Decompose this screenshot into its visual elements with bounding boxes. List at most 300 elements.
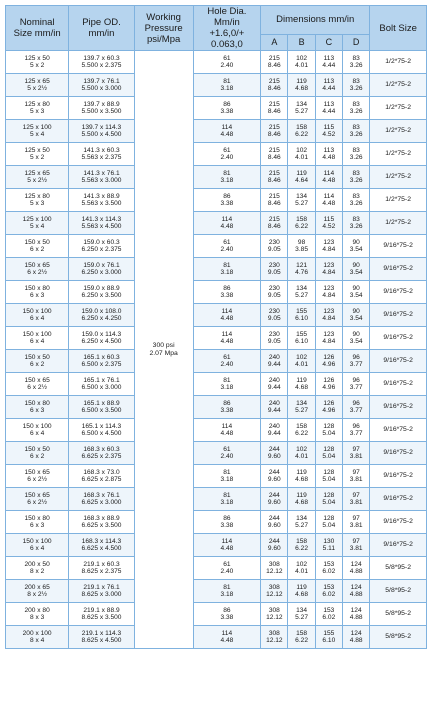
cell-line: 8.46 [267,223,281,230]
cell-dim-a [261,120,288,143]
cell-line: 102 [296,146,308,154]
cell-line: 81 [223,468,231,476]
cell-pipe-od [69,304,134,327]
cell-line: 3.18 [220,384,234,391]
cell-line: 123 [323,284,335,292]
cell-nominal-size [6,189,69,212]
cell-dim-a [261,327,288,350]
cell-nominal-size [6,465,69,488]
cell-line: 83 [352,77,360,85]
cell-dim-a [261,212,288,235]
table-row [6,143,427,166]
cell-line: 155 [296,330,308,338]
cell-line: 5 x 3 [29,108,45,115]
cell-line: 4.96 [322,384,336,391]
cell-line: 119 [296,376,307,384]
cell-line: 126 [323,399,335,407]
cell-line: 6 x 4 [29,338,45,345]
cell-dim-b [288,557,315,580]
table-body [6,51,427,649]
cell-line: 8.46 [267,108,281,115]
cell-dim-c [315,212,342,235]
cell-bolt-size: 1/2*75-2 [370,189,427,212]
header-text: Pipe OD. [82,17,121,28]
cell-line: 215 [268,192,280,200]
cell-line: 83 [352,169,360,177]
header-dim-a: A [261,34,288,50]
cell-dim-a [261,534,288,557]
cell-hole-dia [193,212,261,235]
table-row [6,166,427,189]
cell-line: 113 [323,77,335,85]
cell-line: 3.26 [349,154,363,161]
cell-bolt-size: 9/16*75-2 [370,419,427,442]
cell-line: 102 [296,445,308,453]
cell-line: 159.0 x 88.9 [83,284,120,292]
cell-line: 219.1 x 88.9 [83,606,120,614]
table-row [6,511,427,534]
cell-line: 6 x 4 [29,430,45,437]
cell-nominal-size [6,580,69,603]
cell-line: 6.625 x 2.375 [81,453,122,460]
cell-nominal-size [6,511,69,534]
cell-dim-b [288,74,315,97]
table-row [6,603,427,626]
cell-bolt-size: 9/16*75-2 [370,534,427,557]
cell-line: 6.10 [295,315,308,322]
cell-line: 4.48 [220,338,234,345]
cell-dim-a [261,488,288,511]
cell-line: 5.500 x 3.500 [81,108,122,115]
cell-line: 8.46 [267,154,281,161]
header-dimensions: Dimensions mm/in [261,6,370,35]
cell-dim-b [288,258,315,281]
cell-line: 123 [323,261,335,269]
cell-line: 153 [323,560,335,568]
cell-pipe-od [69,120,134,143]
cell-line: 5.04 [322,522,336,529]
cell-dim-c [315,603,342,626]
cell-line: 3.26 [349,131,363,138]
cell-line: 90 [352,238,360,246]
cell-line: 8.46 [267,200,281,207]
cell-bolt-size: 9/16*75-2 [370,488,427,511]
cell-line: 240 [268,376,280,384]
cell-line: 4.44 [322,85,336,92]
cell-line: 12.12 [266,568,283,575]
cell-line: 6 x 4 [29,315,45,322]
cell-line: 3.38 [220,522,234,529]
cell-nominal-size [6,626,69,649]
cell-dim-a [261,626,288,649]
cell-pipe-od [69,580,134,603]
cell-line: 4.84 [322,246,336,253]
cell-line: 121 [296,261,308,269]
cell-hole-dia [193,235,261,258]
cell-line: 123 [323,238,335,246]
table-row [6,258,427,281]
cell-dim-d [342,189,369,212]
cell-line: 81 [223,583,231,591]
cell-nominal-size [6,350,69,373]
header-text: Hole Dia. [207,6,247,17]
table-row [6,304,427,327]
spec-table-container [5,5,427,649]
cell-line: 6.22 [295,131,308,138]
header-text: +1.6,0/+ [209,28,245,39]
pressure-psi: 300 psi [152,341,175,349]
cell-line: 158 [296,629,308,637]
cell-pipe-od [69,557,134,580]
cell-dim-c [315,258,342,281]
cell-pipe-od [69,143,134,166]
cell-dim-a [261,419,288,442]
cell-line: 5 x 2 [29,154,45,161]
cell-dim-a [261,166,288,189]
cell-line: 97 [352,468,360,476]
header-text: 0.063,0 [211,39,243,50]
cell-line: 230 [268,261,280,269]
cell-line: 5 x 4 [29,223,45,230]
cell-line: 6.22 [295,223,308,230]
cell-line: 6 x 3 [29,522,45,529]
cell-line: 81 [223,491,231,499]
cell-dim-b [288,235,315,258]
table-row [6,419,427,442]
cell-line: 114 [221,215,233,223]
cell-line: 134 [296,606,308,614]
table-row [6,281,427,304]
cell-pipe-od [69,189,134,212]
cell-line: 244 [268,445,280,453]
cell-line: 5 x 4 [29,131,45,138]
cell-dim-c [315,580,342,603]
cell-dim-d [342,626,369,649]
cell-bolt-size: 9/16*75-2 [370,281,427,304]
cell-line: 5 x 2½ [27,177,48,184]
cell-line: 4.01 [295,453,308,460]
cell-line: 5.563 x 2.375 [81,154,122,161]
cell-line: 119 [296,468,307,476]
cell-bolt-size: 9/16*75-2 [370,304,427,327]
cell-line: 134 [296,514,308,522]
cell-pipe-od [69,442,134,465]
header-text: Nominal [19,17,55,28]
cell-nominal-size [6,419,69,442]
cell-line: 3.18 [220,85,234,92]
cell-line: 9.60 [267,499,281,506]
cell-line: 83 [352,146,360,154]
cell-line: 6.500 x 3.500 [81,407,122,414]
cell-line: 4.84 [322,315,336,322]
cell-dim-d [342,534,369,557]
cell-line: 126 [323,376,335,384]
cell-dim-c [315,327,342,350]
cell-dim-d [342,304,369,327]
table-row [6,327,427,350]
cell-line: 6 x 2 [29,246,45,253]
cell-line: 4.96 [322,407,336,414]
cell-line: 244 [268,468,280,476]
cell-line: 3.81 [349,545,363,552]
cell-line: 83 [352,123,360,131]
cell-line: 139.7 x 60.3 [83,54,120,62]
cell-line: 61 [223,238,231,246]
cell-hole-dia [193,419,261,442]
cell-line: 5.500 x 3.000 [81,85,122,92]
cell-line: 158 [296,422,308,430]
cell-line: 159.0 x 60.3 [83,238,120,246]
cell-dim-c [315,97,342,120]
cell-dim-b [288,189,315,212]
cell-line: 200 x 65 [24,583,50,591]
table-row [6,557,427,580]
cell-dim-a [261,258,288,281]
cell-line: 6 x 3 [29,292,45,299]
cell-line: 134 [296,399,308,407]
cell-line: 4.84 [322,292,336,299]
header-text: Pressure [144,22,183,34]
header-dim-c: C [315,34,342,50]
cell-line: 3.18 [220,591,234,598]
cell-line: 96 [352,353,360,361]
cell-line: 9.60 [267,476,281,483]
cell-pipe-od [69,534,134,557]
table-row [6,465,427,488]
cell-line: 150 x 65 [24,491,50,499]
cell-line: 125 x 65 [24,77,50,85]
cell-line: 153 [323,583,335,591]
cell-bolt-size: 1/2*75-2 [370,74,427,97]
cell-bolt-size: 5/8*95-2 [370,557,427,580]
cell-dim-c [315,74,342,97]
table-row [6,626,427,649]
cell-line: 3.26 [349,85,363,92]
cell-line: 5.27 [295,292,308,299]
cell-line: 159.0 x 108.0 [81,307,122,315]
table-row [6,350,427,373]
cell-pipe-od [69,97,134,120]
cell-line: 12.12 [266,637,283,644]
cell-line: 61 [223,445,231,453]
cell-dim-d [342,258,369,281]
cell-dim-c [315,534,342,557]
cell-dim-c [315,626,342,649]
cell-line: 102 [296,54,308,62]
cell-line: 130 [323,537,335,545]
cell-line: 6.02 [322,591,336,598]
cell-dim-c [315,120,342,143]
cell-line: 4.01 [295,154,308,161]
cell-line: 150 x 100 [22,307,52,315]
cell-line: 4.01 [295,568,308,575]
cell-line: 141.3 x 88.9 [83,192,120,200]
cell-line: 8.625 x 3.000 [81,591,122,598]
cell-line: 215 [268,77,280,85]
cell-line: 9.44 [267,361,281,368]
cell-line: 215 [268,54,280,62]
cell-line: 158 [296,537,308,545]
cell-line: 165.1 x 60.3 [83,353,120,361]
cell-line: 150 x 65 [24,261,50,269]
cell-line: 150 x 100 [22,537,52,545]
cell-dim-a [261,373,288,396]
cell-line: 5.04 [322,499,336,506]
cell-line: 8.46 [267,62,281,69]
cell-dim-c [315,350,342,373]
cell-dim-c [315,511,342,534]
cell-dim-b [288,396,315,419]
cell-dim-d [342,511,369,534]
cell-bolt-size: 1/2*75-2 [370,212,427,235]
cell-line: 3.85 [295,246,308,253]
cell-dim-b [288,626,315,649]
cell-line: 97 [352,491,360,499]
cell-line: 4.88 [349,591,363,598]
cell-line: 4.68 [295,85,308,92]
cell-line: 86 [223,606,231,614]
cell-line: 230 [268,284,280,292]
cell-dim-a [261,442,288,465]
cell-line: 308 [268,583,280,591]
cell-line: 2.40 [220,62,234,69]
cell-dim-b [288,120,315,143]
cell-dim-d [342,442,369,465]
cell-line: 4.48 [220,637,234,644]
cell-line: 96 [352,399,360,407]
cell-line: 168.3 x 114.3 [81,537,122,545]
cell-hole-dia [193,258,261,281]
cell-line: 4.48 [322,200,336,207]
cell-line: 3.26 [349,62,363,69]
cell-line: 12.12 [266,614,283,621]
cell-line: 86 [223,284,231,292]
cell-line: 9.60 [267,545,281,552]
cell-line: 114 [323,192,335,200]
cell-line: 83 [352,192,360,200]
cell-line: 2.40 [220,246,234,253]
table-row [6,189,427,212]
cell-dim-a [261,235,288,258]
cell-line: 215 [268,215,280,223]
cell-line: 4.52 [322,223,336,230]
cell-dim-d [342,557,369,580]
cell-dim-c [315,235,342,258]
cell-hole-dia [193,488,261,511]
cell-line: 3.77 [349,361,363,368]
cell-hole-dia [193,281,261,304]
cell-line: 8.625 x 2.375 [81,568,122,575]
cell-line: 4.68 [295,591,308,598]
cell-dim-b [288,511,315,534]
cell-line: 8.46 [267,85,281,92]
table-row [6,120,427,143]
cell-line: 6.625 x 3.500 [81,522,122,529]
cell-dim-c [315,281,342,304]
cell-line: 3.77 [349,384,363,391]
cell-working-pressure [134,51,193,649]
cell-line: 2.40 [220,453,234,460]
cell-line: 4.48 [220,315,234,322]
cell-nominal-size [6,120,69,143]
header-text: Size mm/in [13,28,61,39]
cell-line: 5.27 [295,108,308,115]
cell-line: 150 x 80 [24,284,50,292]
cell-bolt-size: 1/2*75-2 [370,120,427,143]
cell-hole-dia [193,51,261,74]
cell-line: 4.48 [322,177,336,184]
pressure-mpa: 2.07 Mpa [149,349,178,357]
cell-line: 6.250 x 3.500 [81,292,122,299]
cell-pipe-od [69,258,134,281]
cell-nominal-size [6,373,69,396]
cell-bolt-size: 9/16*75-2 [370,350,427,373]
cell-line: 4.68 [295,476,308,483]
cell-hole-dia [193,327,261,350]
cell-hole-dia [193,534,261,557]
cell-line: 6.500 x 3.000 [81,384,122,391]
cell-bolt-size: 9/16*75-2 [370,327,427,350]
cell-line: 9.05 [267,292,281,299]
cell-line: 8 x 3 [29,614,45,621]
cell-dim-d [342,419,369,442]
cell-line: 3.18 [220,269,234,276]
cell-dim-d [342,51,369,74]
cell-line: 97 [352,445,360,453]
cell-line: 96 [352,422,360,430]
cell-line: 6.22 [295,430,308,437]
cell-line: 125 x 100 [22,215,52,223]
cell-bolt-size: 9/16*75-2 [370,373,427,396]
cell-line: 8 x 2½ [27,591,48,598]
cell-line: 5.04 [322,430,336,437]
cell-dim-a [261,143,288,166]
cell-line: 61 [223,54,231,62]
cell-line: 150 x 100 [22,330,52,338]
cell-line: 3.26 [349,177,363,184]
cell-line: 114 [221,537,233,545]
table-row [6,442,427,465]
cell-line: 3.54 [349,338,363,345]
cell-line: 119 [296,583,307,591]
cell-nominal-size [6,442,69,465]
cell-line: 5.04 [322,453,336,460]
cell-line: 6.625 x 4.500 [81,545,122,552]
cell-line: 113 [323,54,335,62]
cell-dim-b [288,442,315,465]
cell-nominal-size [6,327,69,350]
cell-nominal-size [6,281,69,304]
cell-line: 230 [268,330,280,338]
cell-line: 150 x 65 [24,468,50,476]
cell-line: 61 [223,560,231,568]
cell-line: 139.7 x 114.3 [81,123,122,131]
table-row [6,51,427,74]
cell-dim-b [288,603,315,626]
cell-line: 219.1 x 60.3 [83,560,120,568]
cell-hole-dia [193,143,261,166]
cell-pipe-od [69,327,134,350]
cell-line: 113 [323,146,335,154]
cell-line: 90 [352,284,360,292]
cell-pipe-od [69,74,134,97]
cell-line: 240 [268,422,280,430]
cell-dim-d [342,281,369,304]
cell-hole-dia [193,74,261,97]
cell-line: 83 [352,54,360,62]
cell-dim-b [288,465,315,488]
cell-line: 5 x 2½ [27,85,48,92]
